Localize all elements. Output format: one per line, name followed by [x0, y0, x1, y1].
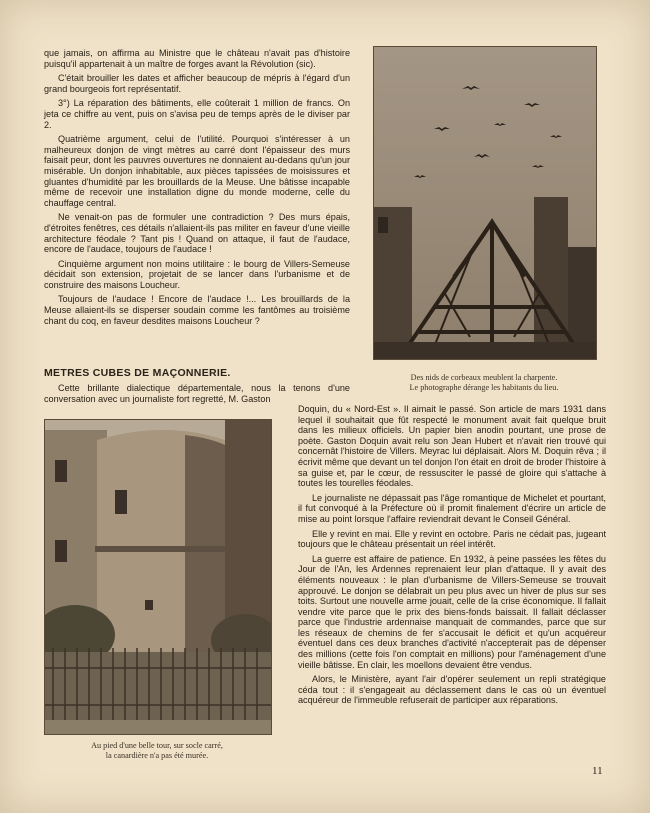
paragraph: Cinquième argument non moins utilitaire : le bourg de Villers-Semeuse décidait son extension, projetait de se lancer dans l'urbanisme et de construire des maisons Loucheur.	[44, 258, 350, 290]
paragraph: que jamais, on affirma au Ministre que le château n'avait pas d'histoire puisqu'il appartenait à un maître de forges avant la Révolution (sic).	[44, 48, 350, 69]
paragraph: Cette brillante dialectique départementale, nous la tenons d'une conversation avec un journaliste fort regretté, M. Gaston	[44, 383, 350, 404]
paragraph: Doquin, du « Nord-Est ». Il aimait le passé. Son article de mars 1931 dans lequel il souhaitait que fût respecté le monument avait fait quelque bruit dans les milieux officiels. Un papier bien anodin pourtant, une prose de poète. Gaston Doquin avait relu son Jean Hubert et n'avait rien trouvé qui concernât l'histoire de Villers. Meyrac lui déplaisait. Alors M. Doquin rêva ; il écrivit même que devant un tel donjon l'on était en droit de broder l'histoire à sa guise et, par le cœur, de ressusciter le passé de gloire qui s'attache à toutes les tourelles féodales.	[298, 404, 606, 489]
paragraph: Alors, le Ministère, ayant l'air d'opérer seulement un repli stratégique céda tout : il s'engageait au déclassement dans le cas où un éventuel acquéreur de l'immeuble refuserait de participer aux réparations.	[298, 674, 606, 706]
roof-framework-photo	[373, 46, 597, 360]
paragraph: 3°) La réparation des bâtiments, elle coûterait 1 million de francs. On jeta ce chiffre au vent, puis on s'avisa peu de temps après de le diviser par 2.	[44, 98, 350, 130]
section-heading: METRES CUBES DE MAÇONNERIE.	[44, 367, 231, 379]
page-number: 11	[592, 765, 603, 777]
paragraph: Quatrième argument, celui de l'utilité. Pourquoi s'intéresser à un malheureux donjon de vingt mètres au carré dont l'épaisseur des murs faisait peur, dont les pauvres ouvertures ne donnaient au-dedans qu'un jour misérable. Un donjon inhabitable, aux pièces tapissées de moisissures et gluantes d'humidité par les brouillards de la Meuse. Une bâtisse incapable même de recevoir une installation digne du monde moderne, celle du chauffage central.	[44, 134, 350, 208]
caption-line: Au pied d'une belle tour, sur socle carré,	[91, 741, 223, 750]
paragraph: Elle y revint en mai. Elle y revint en octobre. Paris ne cédait pas, jugeant toujours que le château présentait un réel intérêt.	[298, 528, 606, 550]
caption-line: Le photographe dérange les habitants du lieu.	[409, 382, 559, 392]
paragraph: La guerre est affaire de patience. En 1932, à peine passées les fêtes du Jour de l'An, les Ardennes reprenaient leur plan d'attaque. Il y avait des éléments nouveaux : le plan d'urbanisme de Villers-Semeuse se trouvait approuvé. Le donjon se délabrait un peu plus avec un hiver de plus sur ses toits. Surtout une nouvelle arme jouait, celle de la crise économique. Il fallait vendre vite parce que le prix des biens-fonds baissait. Il fallait déclasser parce que l'industrie ardennaise manquait de commandes, parce que sur les réseaux de chemins de fer s'accusait le déficit et qu'un acquéreur éventuel dans ces deux branches d'activité n'accepterait pas de dépenser des millions (cette fois l'on comptait en millions) pour l'aménagement d'une vieille bâtisse. En clair, les moellons devaient être vendus.	[298, 553, 606, 670]
caption-line: Des nids de corbeaux meublent la charpente.	[410, 373, 558, 382]
caption-line: la canardière n'a pas été murée.	[105, 750, 209, 760]
paragraph: C'était brouiller les dates et afficher beaucoup de mépris à l'égard d'un grand bourgeois fort représentatif.	[44, 73, 350, 94]
paragraph: Toujours de l'audace ! Encore de l'audace !... Les brouillards de la Meuse allaient-ils se disperser soudain comme les fantômes au troisième chant du coq, en faveur desdites maisons Loucheur ?	[44, 294, 350, 326]
paragraph: Ne venait-on pas de formuler une contradiction ? Des murs épais, d'étroites fenêtres, ces détails n'allaient-ils pas militer en faveur d'une vieille architecture féodale ? Tant pis ! Quand on attaque, il faut de l'audace, encore de l'audace, toujours de l'audace !	[44, 212, 350, 255]
round-tower-photo	[44, 419, 272, 735]
bottom-photo-caption	[44, 741, 270, 760]
left-column-text	[44, 48, 350, 330]
top-photo-caption	[373, 373, 595, 392]
paragraph: Le journaliste ne dépassait pas l'âge romantique de Michelet et pourtant, il fut convoqué à la Préfecture où il promit finalement d'écrire un article de mise au point lorsque l'affaire reviendrait devant le Conseil Général.	[298, 492, 606, 524]
right-column-text	[298, 404, 606, 710]
